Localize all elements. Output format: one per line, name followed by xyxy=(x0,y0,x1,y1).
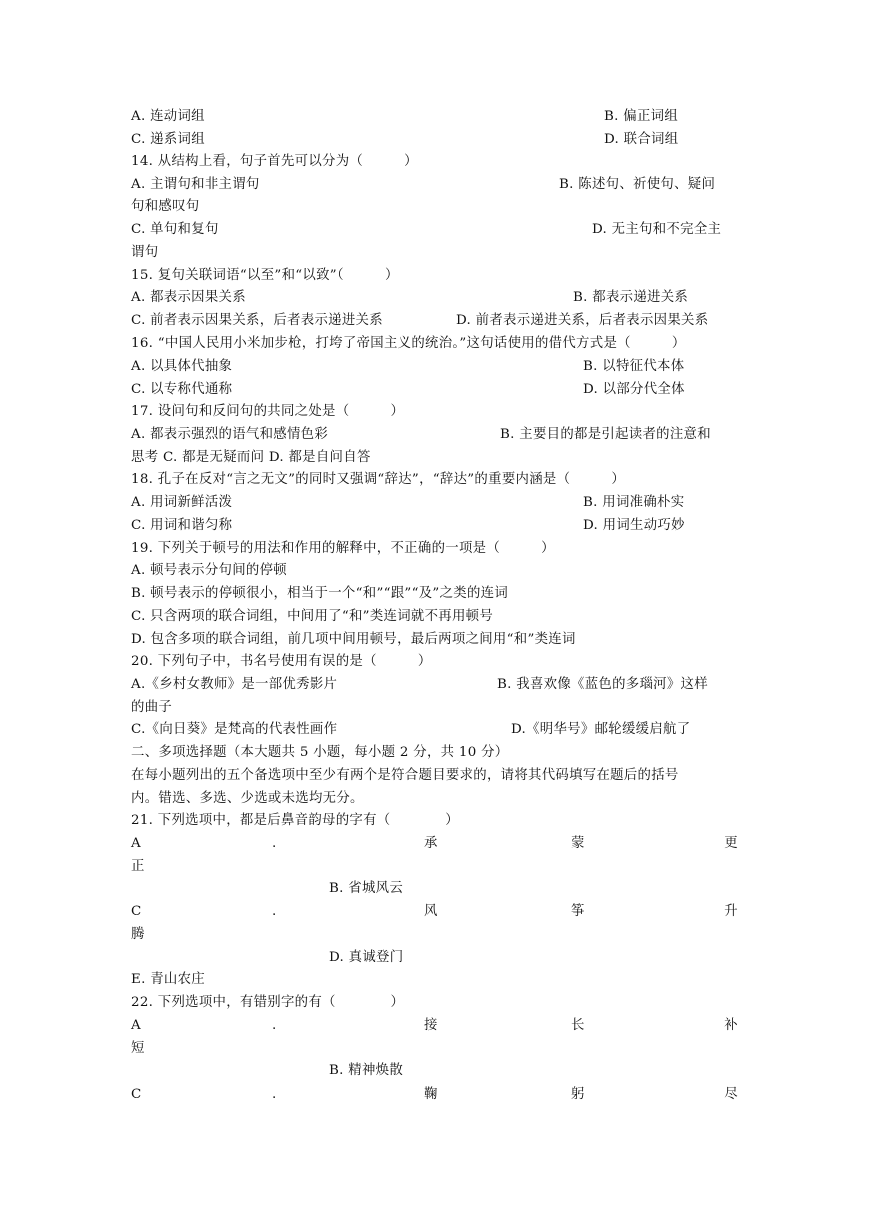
text-line xyxy=(131,243,158,263)
text-line xyxy=(329,948,403,968)
option-left: A.《乡村女教师》是一部优秀影片 xyxy=(131,677,338,692)
text-line xyxy=(131,584,508,604)
option-cell: 筝 xyxy=(571,904,585,919)
line-text: B. 顿号表示的停顿很小，相当于一个“和”“跟”“及”之类的连词 xyxy=(131,586,509,601)
text-line xyxy=(131,970,205,990)
text-line xyxy=(131,402,404,422)
line-text: E. 青山农庄 xyxy=(131,972,205,987)
option-left: A. 都表示因果关系 xyxy=(131,290,246,305)
text-line xyxy=(131,334,686,354)
option-right: D. 用词生动巧妙 xyxy=(583,518,685,533)
text-line xyxy=(131,448,371,468)
option-cell: 鞠 xyxy=(424,1087,438,1102)
line-text: B. 精神焕散 xyxy=(329,1063,404,1078)
line-text: 14. 从结构上看，句子首先可以分为（ ） xyxy=(131,154,418,169)
option-cell: 风 xyxy=(424,904,438,919)
option-cell: 更 xyxy=(724,836,738,851)
option-cell: 蒙 xyxy=(571,836,585,851)
text-line xyxy=(131,1039,145,1059)
text-line xyxy=(131,539,555,559)
line-text: 短 xyxy=(131,1041,145,1056)
text-line xyxy=(131,652,432,672)
text-line xyxy=(131,857,145,877)
text-line xyxy=(131,607,493,627)
line-text: 17. 设问句和反问句的共同之处是（ ） xyxy=(131,404,405,419)
option-left: C. 前者表示因果关系，后者表示递进关系 xyxy=(131,313,383,328)
line-text: 腾 xyxy=(131,927,145,942)
text-line xyxy=(131,630,576,650)
option-left: A. 用词新鲜活泼 xyxy=(131,495,233,510)
text-line xyxy=(131,698,172,718)
option-left: A. 都表示强烈的语气和感情色彩 xyxy=(131,427,329,442)
option-right: D.《明华号》邮轮缓缓启航了 xyxy=(511,722,691,737)
option-cell: 躬 xyxy=(571,1087,585,1102)
option-right: B. 以特征代本体 xyxy=(583,359,685,374)
text-line xyxy=(131,152,418,172)
option-left: C. 递系词组 xyxy=(131,132,205,147)
option-right: B. 主要目的都是引起读者的注意和 xyxy=(500,427,711,442)
text-line xyxy=(131,993,404,1013)
option-right: B. 偏正词组 xyxy=(604,109,679,124)
line-text: C. 只含两项的联合词组，中间用了“和”类连词就不再用顿号 xyxy=(131,609,494,624)
option-left: A. 连动词组 xyxy=(131,109,205,124)
option-right: B. 用词准确朴实 xyxy=(583,495,685,510)
text-line xyxy=(131,561,287,581)
option-cell: 尽 xyxy=(724,1087,738,1102)
option-cell: . xyxy=(272,1087,277,1102)
option-right: D. 以部分代全体 xyxy=(583,382,685,397)
text-line xyxy=(329,1061,403,1081)
text-line xyxy=(131,470,625,490)
line-text: 21. 下列选项中，都是后鼻音韵母的字有（ ） xyxy=(131,813,459,828)
line-text: 19. 下列关于顿号的用法和作用的解释中，不正确的一项是（ ） xyxy=(131,541,555,556)
option-cell: 补 xyxy=(724,1018,738,1033)
line-text: 谓句 xyxy=(131,245,159,260)
line-text: 正 xyxy=(131,859,145,874)
line-text: 内。错选、多选、少选或未选均无分。 xyxy=(131,791,364,806)
line-text: D. 真诚登门 xyxy=(329,950,404,965)
option-cell: . xyxy=(272,904,277,919)
text-line xyxy=(329,879,403,899)
option-cell: 升 xyxy=(724,904,738,919)
option-left: C. 用词和谐匀称 xyxy=(131,518,233,533)
line-text: A. 顿号表示分句间的停顿 xyxy=(131,563,287,578)
option-right: D. 无主句和不完全主 xyxy=(592,222,722,237)
option-left: C. 以专称代通称 xyxy=(131,382,233,397)
option-cell: 接 xyxy=(424,1018,438,1033)
text-line xyxy=(131,925,145,945)
option-right: B. 都表示递进关系 xyxy=(573,290,689,305)
text-line xyxy=(131,743,509,763)
option-left: A. 主谓句和非主谓句 xyxy=(131,177,260,192)
line-text: 16. “中国人民用小米加步枪，打垮了帝国主义的统治。”这句话使用的借代方式是（ ） xyxy=(131,336,686,351)
line-text: 20. 下列句子中，书名号使用有误的是（ ） xyxy=(131,654,432,669)
option-right: D. 联合词组 xyxy=(604,132,679,147)
text-line xyxy=(131,266,399,286)
line-text: 15. 复句关联词语“以至”和“以致”（ ） xyxy=(131,268,399,283)
text-line xyxy=(131,197,199,217)
line-text: B. 省城风云 xyxy=(329,881,404,896)
option-cell: 长 xyxy=(571,1018,585,1033)
option-cell: A xyxy=(131,1018,141,1033)
option-left: C.《向日葵》是梵高的代表性画作 xyxy=(131,722,338,737)
option-cell: C xyxy=(131,904,142,919)
line-text: 22. 下列选项中，有错别字的有（ ） xyxy=(131,995,405,1010)
text-line xyxy=(131,766,679,786)
option-cell: C xyxy=(131,1087,142,1102)
option-left: A. 以具体代抽象 xyxy=(131,359,233,374)
option-cell: A xyxy=(131,836,141,851)
line-text: 在每小题列出的五个备选项中至少有两个是符合题目要求的，请将其代码填写在题后的括号 xyxy=(131,768,679,783)
option-right: B. 我喜欢像《蓝色的多瑙河》这样 xyxy=(497,677,708,692)
line-text: 思考 C. 都是无疑而问 D. 都是自问自答 xyxy=(131,450,371,465)
line-text: D. 包含多项的联合词组，前几项中间用顿号，最后两项之间用“和”类连词 xyxy=(131,632,576,647)
text-line xyxy=(131,811,459,831)
option-cell: 承 xyxy=(424,836,438,851)
option-right: D. 前者表示递进关系，后者表示因果关系 xyxy=(456,313,709,328)
option-cell: . xyxy=(272,1018,277,1033)
option-cell: . xyxy=(272,836,277,851)
line-text: 句和感叹句 xyxy=(131,199,200,214)
line-text: 二、多项选择题（本大题共 5 小题，每小题 2 分，共 10 分） xyxy=(131,745,509,760)
text-line xyxy=(131,789,364,809)
option-right: B. 陈述句、祈使句、疑问 xyxy=(559,177,716,192)
line-text: 的曲子 xyxy=(131,700,173,715)
line-text: 18. 孔子在反对“言之无文”的同时又强调“辞达”，“辞达”的重要内涵是（ ） xyxy=(131,472,626,487)
option-left: C. 单句和复句 xyxy=(131,222,219,237)
